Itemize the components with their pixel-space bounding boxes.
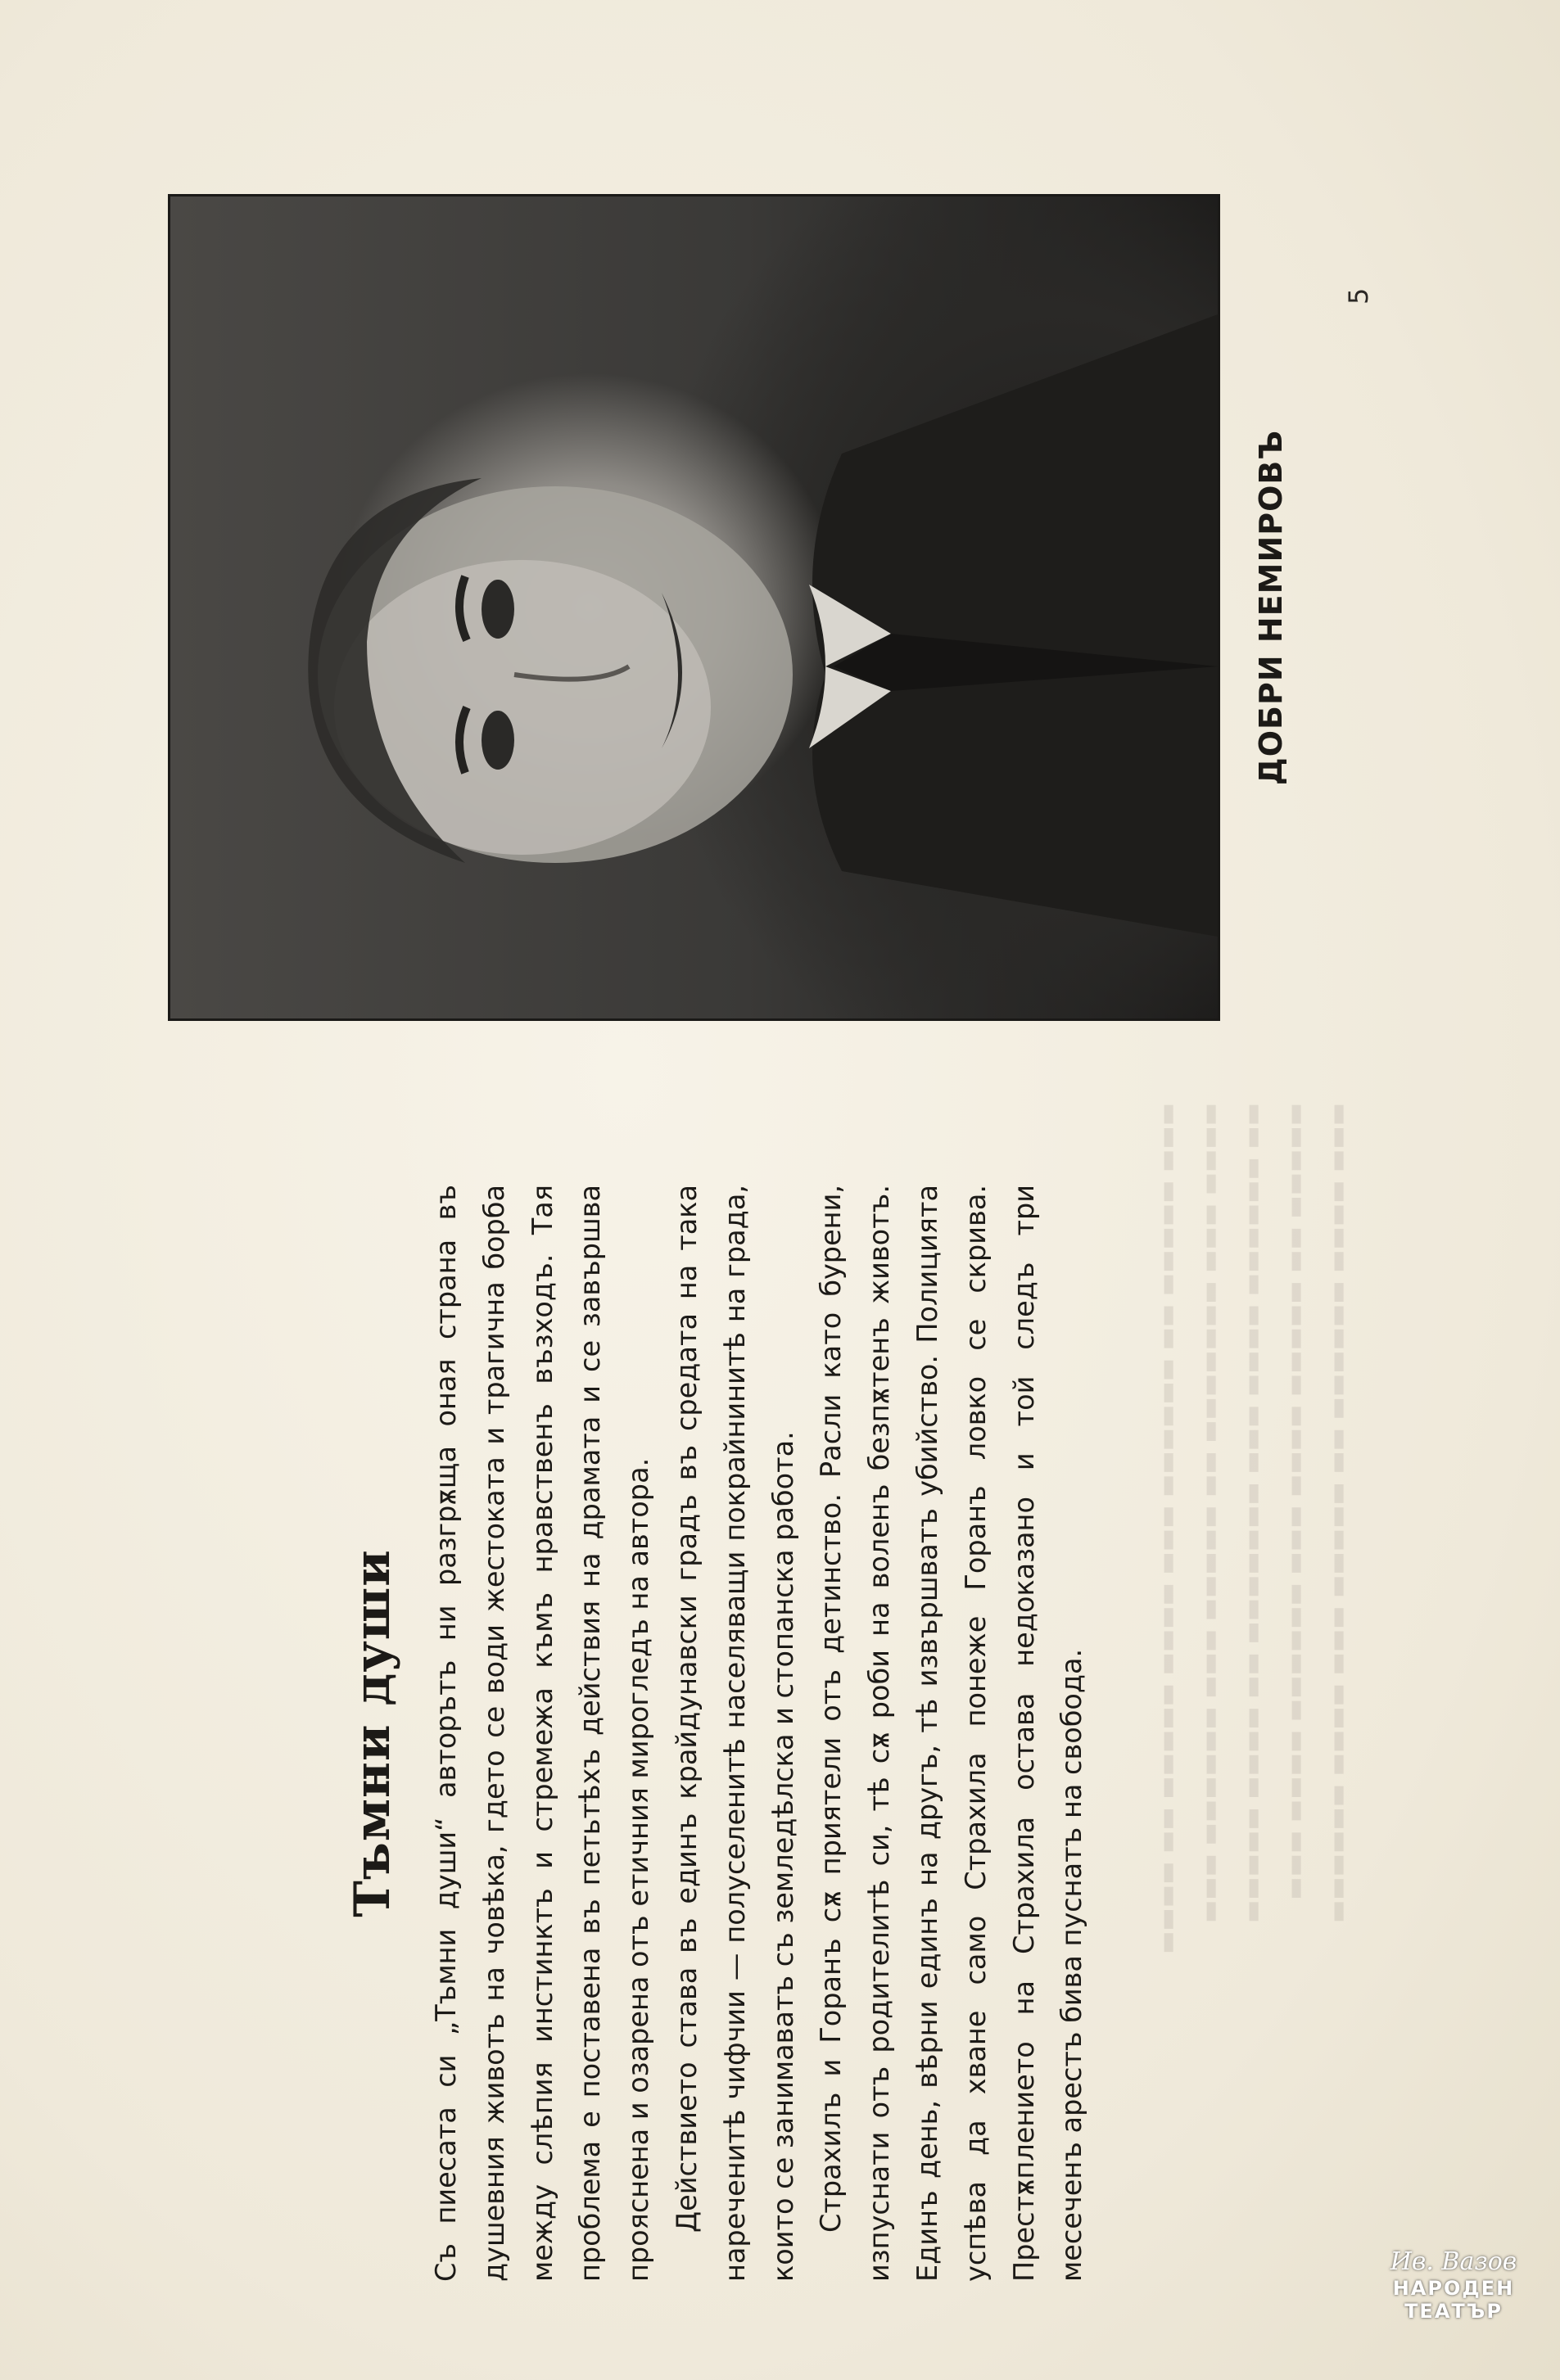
article-paragraph-1: Съ пиесата си „Тъмни души“ авторътъ ни разгрѫща оная страна въ душевния животъ на човѣка, гдето се води жестоката и трагична борба между слѣпия инстинктъ и стремежа къмъ нравственъ възходъ. Тая проблема е поставена въ петьтѣхъ действия на драмата и се завършва прояснена и озарена отъ етичния мирогледъ на автора. (430, 1185, 655, 2282)
author-portrait (168, 194, 1220, 1021)
national-theatre-logo (1384, 2247, 1523, 2362)
page-number: 5 (1343, 287, 1374, 305)
logo-line-2: ТЕАТЪР (1404, 2300, 1503, 2323)
article-title: Тъмни души (344, 1549, 401, 1917)
logo-signature: Ив. Вазов (1390, 2247, 1517, 2276)
article-paragraph-2: Действието става въ единъ крайдунавски градъ въ средата на така нареченитѣ чифчии — полуселенитѣ населяващи покрайнинитѣ на града, които се занимаватъ съ земледѣлска и стопанска работа. (670, 1185, 799, 2282)
article-column (344, 1185, 1088, 2282)
portrait-illustration (170, 196, 1218, 1018)
portrait-caption: ДОБРИ НЕМИРОВЪ (1253, 429, 1289, 786)
bleed-through-texture: ▬▬▬ ▬▬▬▬▬ ▬▬ ▬▬▬▬▬▬ ▬▬▬ ▬▬▬▬ ▬▬▬▬▬ ▬▬ ▬▬▬▬ ▬▬▬▬ ▬▬▬ ▬▬▬▬▬▬▬ ▬▬ ▬▬▬▬▬ ▬▬▬ ▬▬▬▬▬▬ ▬▬▬ ▬▬ ▬▬▬▬▬▬ ▬▬▬▬ ▬▬▬ ▬▬▬▬▬▬▬ ▬▬ ▬▬▬▬ ▬▬▬▬▬ ▬▬▬▬▬ ▬▬ ▬▬▬▬▬ ▬▬▬▬ ▬▬▬ ▬▬▬▬▬▬ ▬▬▬▬ ▬▬▬ ▬▬▬ ▬▬▬▬ ▬▬▬▬▬▬ ▬▬ ▬▬▬▬▬ ▬▬▬ ▬▬▬▬ ▬▬▬▬▬▬ (1153, 1103, 1352, 1955)
article-body (423, 1185, 1097, 2282)
article-paragraph-3: Страхилъ и Горанъ сѫ приятели отъ детинство. Расли като бурени, изпуснати отъ родителитѣ си, тѣ сѫ роби на воленъ безпѫтенъ животъ. Единъ день, вѣрни единъ на другъ, тѣ извършватъ убийство. Полицията успѣва да хване само Страхила понеже Горанъ ловко се скрива. Престѫплението на Страхила остава недоказано и той следъ три месеченъ арестъ бива пуснатъ на свобода. (815, 1185, 1088, 2282)
logo-line-1: НАРОДЕН (1392, 2277, 1515, 2300)
